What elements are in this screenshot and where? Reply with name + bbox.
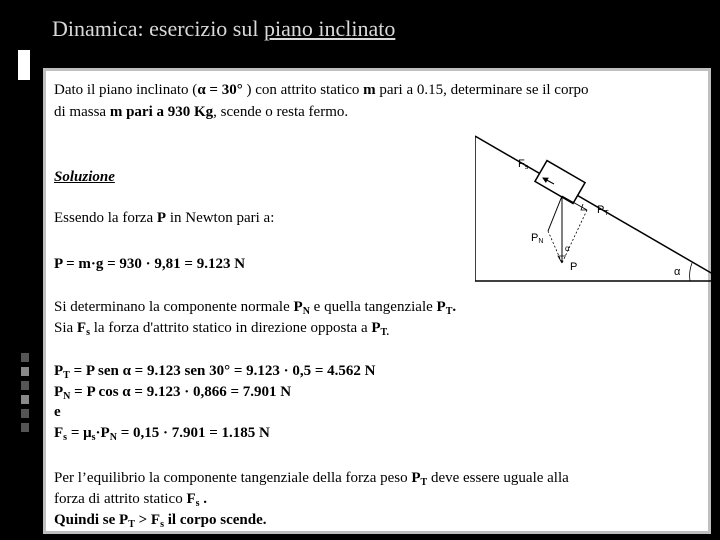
equilibrium-line-1: Per l’equilibrio la componente tangenziale della forza peso $P_T$ deve essere uguale alla [54, 470, 569, 488]
sidebar-square [21, 409, 29, 418]
title-prefix: Dinamica: esercizio sul [52, 16, 264, 41]
friction-def-line: Sia $F_s$ la forza d'attrito statico in direzione opposta a $P_{T.}$ [54, 320, 389, 338]
friction-equation: $F_s = \mu_s\cdot P_N = 0,15 \cdot 7.901 = 1.185$ N [54, 425, 270, 443]
label-p: P [570, 261, 578, 273]
sidebar-square [21, 367, 29, 376]
pt-equation: $P_T = P$ sen α = 9.123 sen 30° = 9.123 · 0,5 = 4.562 N [54, 363, 376, 381]
label-pt: PT [597, 204, 609, 217]
content-panel [43, 68, 711, 534]
force-line: Essendo la forza P in Newton pari a: [54, 210, 275, 226]
label-alpha-small: α [565, 244, 570, 253]
sidebar-square [21, 353, 29, 362]
equilibrium-line-2: forza di attrito statico $F_s$ . [54, 491, 208, 509]
label-alpha: α [674, 266, 681, 278]
solution-heading: Soluzione [54, 169, 115, 185]
problem-line-1: Dato il piano inclinato (α = 30° ) con attrito statico m pari a 0.15, determinare se il corpo [54, 82, 589, 98]
inclined-plane-diagram [475, 134, 720, 284]
slide-title [52, 16, 395, 42]
title-link[interactable]: piano inclinato [263, 16, 396, 41]
normal-dashed [548, 231, 562, 263]
angle-arc [690, 263, 692, 281]
sidebar-square [21, 423, 29, 432]
tangential-dashed [562, 210, 587, 263]
conjunction: e [54, 404, 61, 420]
sidebar-marker [18, 50, 30, 80]
label-pn: PN [531, 232, 544, 245]
pn-equation: $P_N = P$ cos α = 9.123 · 0,866 = 7.901 N [54, 384, 292, 402]
block [535, 161, 585, 204]
conclusion-line: Quindi se $P_T > F_s$ il corpo scende. [54, 512, 267, 530]
sidebar-square [21, 395, 29, 404]
problem-line-2: di massa m pari a 930 Kg, scende o resta fermo. [54, 104, 349, 120]
normal-arrow [548, 196, 562, 231]
sidebar-square [21, 381, 29, 390]
weight-equation: P = m·g = 930 · 9,81 = 9.123 N [54, 256, 246, 272]
label-fs: Fs [518, 158, 529, 171]
components-line: Si determinano la componente normale $P_N$ e quella tangenziale $P_T$. [54, 299, 457, 317]
